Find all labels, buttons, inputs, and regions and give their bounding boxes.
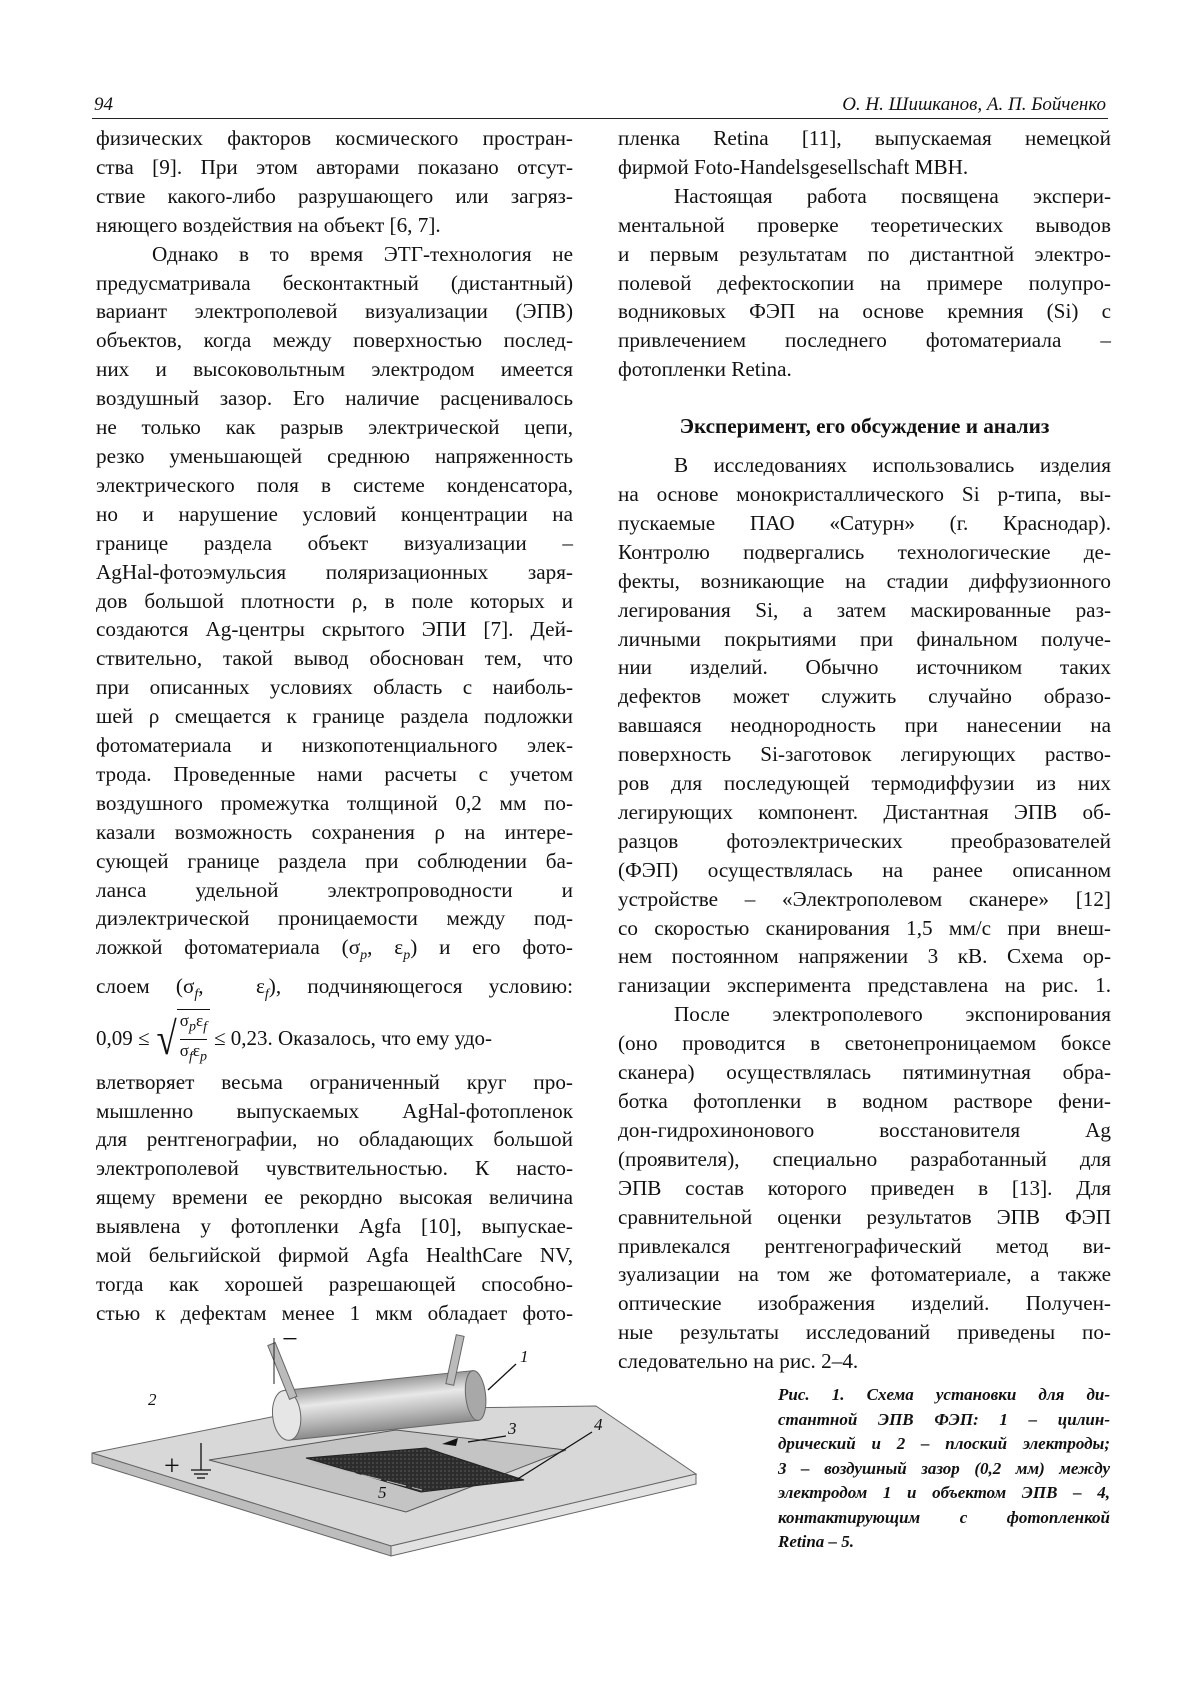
text-line: для рентгенографии, но обладающих большой — [96, 1127, 573, 1152]
text-line: следовательно на рис. 2–4. — [618, 1349, 859, 1374]
text-fragment: слоем ( — [96, 973, 183, 998]
formula-lower-bound: 0,09 ≤ — [96, 1026, 150, 1051]
label-2: 2 — [148, 1390, 157, 1409]
text-line: личными покрытиями при финальном получе- — [618, 626, 1111, 651]
text-line: ментальной проверке теоретических выводов — [618, 212, 1111, 237]
text-line: ствие какого-либо разрушающего или загряз- — [96, 183, 573, 208]
formula-upper-bound: ≤ 0,23 — [213, 1026, 268, 1051]
text-line: сканера) осуществлялась пятиминутная обра- — [618, 1060, 1111, 1085]
text-line: создаются Ag-центры скрытого ЭПИ [7]. Дей- — [96, 617, 573, 642]
page-header — [92, 84, 1108, 119]
text-fragment: ложкой фотоматериала ( — [96, 935, 349, 960]
text-line: влетворяет весьма ограниченный круг про- — [96, 1069, 573, 1094]
text-line: ганизации эксперимента представлена на рис. 1. — [618, 973, 1111, 998]
text-line: полевой дефектоскопии на примере полупро- — [618, 270, 1111, 295]
sqrt-fraction — [154, 1009, 210, 1068]
right-column — [618, 124, 1111, 1376]
figure-caption — [778, 1383, 1110, 1555]
text-line: ров для последующей термодиффузии из них — [618, 771, 1111, 796]
sqrt-symbol: √ — [156, 1012, 177, 1064]
text-line: нем постоянном напряжении 3 кВ. Схема ор- — [618, 944, 1111, 969]
text-fragment: ), подчиняющегося условию: — [268, 973, 573, 998]
text-line: ложкой фотоматериала ($\sigma_p$, $\varepsilon_p$) и его фото- — [96, 935, 573, 964]
text-line: В исследованиях использовались изделия — [674, 453, 1111, 478]
text-fragment: . Оказалось, что ему удо- — [267, 1026, 493, 1051]
text-line: фирмой Foto-Handelsgesellschaft MBH. — [618, 154, 969, 179]
text-line: (ФЭП) осуществлялась на ранее описанном — [618, 857, 1111, 882]
text-line: них и высоковольтным электродом имеется — [96, 357, 573, 382]
text-line: ства [9]. При этом авторами показано отсут- — [96, 154, 573, 179]
fraction-denominator: $\sigma_f\varepsilon_p$ — [179, 1040, 207, 1065]
caption-line: контактирующим с фотопленкой — [778, 1507, 1110, 1527]
text-line: привлекался рентгенографический метод ви- — [618, 1233, 1111, 1258]
text-line: (оно проводится в светонепроницаемом боксе — [618, 1031, 1111, 1056]
label-5: 5 — [378, 1483, 387, 1502]
text-line: ланса удельной электропроводности и — [96, 877, 573, 902]
text-line: Однако в то время ЭТГ-технология не — [152, 241, 573, 266]
text-line: мой бельгийской фирмой Agfa HealthCare NV, — [96, 1243, 573, 1268]
text-line: пускаемые ПАО «Сатурн» (г. Краснодар). — [618, 510, 1111, 535]
text-line: не только как разрыв электрической цепи, — [96, 415, 573, 440]
text-line: резко уменьшающей среднюю напряженность — [96, 443, 573, 468]
text-line: оптические изображения изделий. Получен- — [618, 1291, 1111, 1316]
text-line: выявлена у фотопленки Agfa [10], выпускае- — [96, 1214, 573, 1239]
text-line: объектов, когда между поверхностью послед- — [96, 328, 573, 353]
text-line: при описанных условиях область с наиболь- — [96, 675, 573, 700]
paragraph — [618, 451, 1111, 1000]
paragraph — [618, 124, 1111, 182]
text-line: пленка Retina [11], выпускаемая немецкой — [618, 126, 1111, 150]
text-line: диэлектрической проницаемости между под- — [96, 906, 573, 931]
paragraph — [618, 1000, 1111, 1376]
text-line: легирования Si, а затем маскированные раз- — [618, 597, 1111, 622]
text-line: (проявителя), специально разработанный для — [618, 1146, 1111, 1171]
text-line: AgHal-фотоэмульсия поляризационных заря- — [96, 559, 573, 584]
text-line: тогда как хорошей разрешающей способно- — [96, 1272, 573, 1296]
text-line: ящему времени ее рекордно высокая величина — [96, 1185, 573, 1210]
text-line: казали возможность сохранения ρ на интере- — [96, 819, 573, 844]
page-number: 94 — [94, 94, 113, 115]
text-fragment: ) и его фото- — [410, 935, 573, 960]
text-line: привлечением последнего фотоматериала – — [618, 328, 1111, 353]
text-line: шей ρ смещается к границе раздела подложки — [96, 704, 573, 729]
plus-label: + — [164, 1451, 180, 1482]
text-line: дон-гидрохинонового восстановителя Ag — [618, 1117, 1111, 1142]
text-line: нии изделий. Обычно источником таких — [618, 655, 1111, 680]
text-line: дов большой плотности ρ, в поле которых и — [96, 588, 573, 613]
minus-label: − — [282, 1324, 298, 1355]
text-line: и первым результатам по дистантной электро- — [618, 241, 1111, 266]
caption-line: 3 – воздушный зазор (0,2 мм) между — [778, 1458, 1110, 1478]
left-column — [96, 124, 573, 1328]
text-line: электрического поля в системе конденсатора, — [96, 472, 573, 497]
text-line: сравнительной оценки результатов ЭПВ ФЭП — [618, 1204, 1111, 1229]
text-line: со скоростью сканирования 1,5 мм/с при внеш- — [618, 915, 1111, 940]
label-1: 1 — [520, 1347, 529, 1366]
text-line: дефектов может служить случайно образо- — [618, 684, 1111, 709]
text-line: но и нарушение условий концентрации на — [96, 501, 573, 526]
text-line: электрополевой чувствительностью. К насто- — [96, 1156, 573, 1181]
text-line: границе раздела объект визуализации – — [96, 530, 573, 555]
caption-line: Retina – 5. — [778, 1532, 855, 1551]
text-line: После электрополевого экспонирования — [674, 1002, 1111, 1027]
running-head-authors: О. Н. Шишканов, А. П. Бойченко — [842, 94, 1106, 115]
text-line: предусматривала бесконтактный (дистантный) — [96, 270, 573, 295]
text-line: мышленно выпускаемых AgHal-фотопленок — [96, 1098, 573, 1123]
text-line: сующей границе раздела при соблюдении ба- — [96, 848, 573, 873]
caption-line: электродом 1 и объектом ЭПВ – 4, — [778, 1483, 1110, 1502]
text-line: воздушного промежутка толщиной 0,2 мм по- — [96, 790, 573, 815]
label-4: 4 — [594, 1415, 603, 1434]
fraction-numerator: $\sigma_p\varepsilon_f$ — [180, 1010, 207, 1039]
text-line: няющего воздействия на объект [6, 7]. — [96, 212, 441, 237]
text-line: фотоматериала и низкопотенциального элек- — [96, 733, 573, 758]
section-heading: Эксперимент, его обсуждение и анализ — [679, 414, 1050, 439]
paragraph — [618, 182, 1111, 384]
text-line: Контролю подвергались технологические де- — [618, 539, 1111, 564]
caption-line: дрический и 2 – плоский электроды; — [778, 1434, 1110, 1453]
text-line: трода. Проведенные нами расчеты с учетом — [96, 761, 573, 786]
paragraph — [96, 124, 573, 240]
inequality-formula — [96, 1010, 573, 1068]
text-line: вавшаяся неоднородность при нанесении на — [618, 713, 1111, 738]
paragraph — [96, 240, 573, 1068]
text-line: ствительно, такой вывод обоснован тем, что — [96, 646, 573, 671]
text-line: устройстве – «Электрополевом сканере» [12] — [618, 886, 1111, 911]
text-line: ные результаты исследований приведены по- — [618, 1320, 1111, 1345]
text-line: фекты, возникающие на стадии диффузионного — [618, 568, 1111, 593]
caption-line: стантной ЭПВ ФЭП: 1 – цилин- — [778, 1409, 1110, 1429]
text-line: водниковых ФЭП на основе кремния (Si) с — [618, 299, 1111, 324]
text-line: фотопленки Retina. — [618, 357, 792, 382]
leader-line-1 — [488, 1364, 516, 1390]
text-line: вариант электрополевой визуализации (ЭПВ) — [96, 299, 573, 324]
label-3: 3 — [508, 1419, 517, 1438]
text-line: разцов фотоэлектрических преобразователей — [618, 828, 1111, 853]
paragraph — [96, 1068, 573, 1328]
text-line: слоем ($\sigma_f$, $\varepsilon_f$), подчиняющегося условию: — [96, 973, 573, 1002]
text-line: легирующих компонент. Дистантная ЭПВ об- — [618, 799, 1111, 824]
text-line: Настоящая работа посвящена экспери- — [674, 183, 1111, 208]
text-line: зуализации на том же фотоматериале, а также — [618, 1262, 1111, 1287]
figure-setup-diagram — [96, 1324, 686, 1600]
text-line: ботка фотопленки в водном растворе фени- — [618, 1089, 1111, 1113]
text-line: поверхность Si-заготовок легирующих раство- — [618, 742, 1111, 767]
text-line: на основе монокристаллического Si p-типа, вы- — [618, 481, 1111, 506]
text-line: воздушный зазор. Его наличие расценивалось — [96, 386, 573, 411]
text-line: ЭПВ состав которого приведен в [13]. Для — [618, 1175, 1111, 1200]
fraction-body — [177, 1009, 210, 1068]
setup-illustration — [96, 1324, 686, 1600]
caption-line: Рис. 1. Схема установки для ди- — [778, 1385, 1110, 1404]
text-line: стью к дефектам менее 1 мкм обладает фото- — [96, 1300, 573, 1325]
text-line: физических факторов космического простран- — [96, 126, 573, 150]
